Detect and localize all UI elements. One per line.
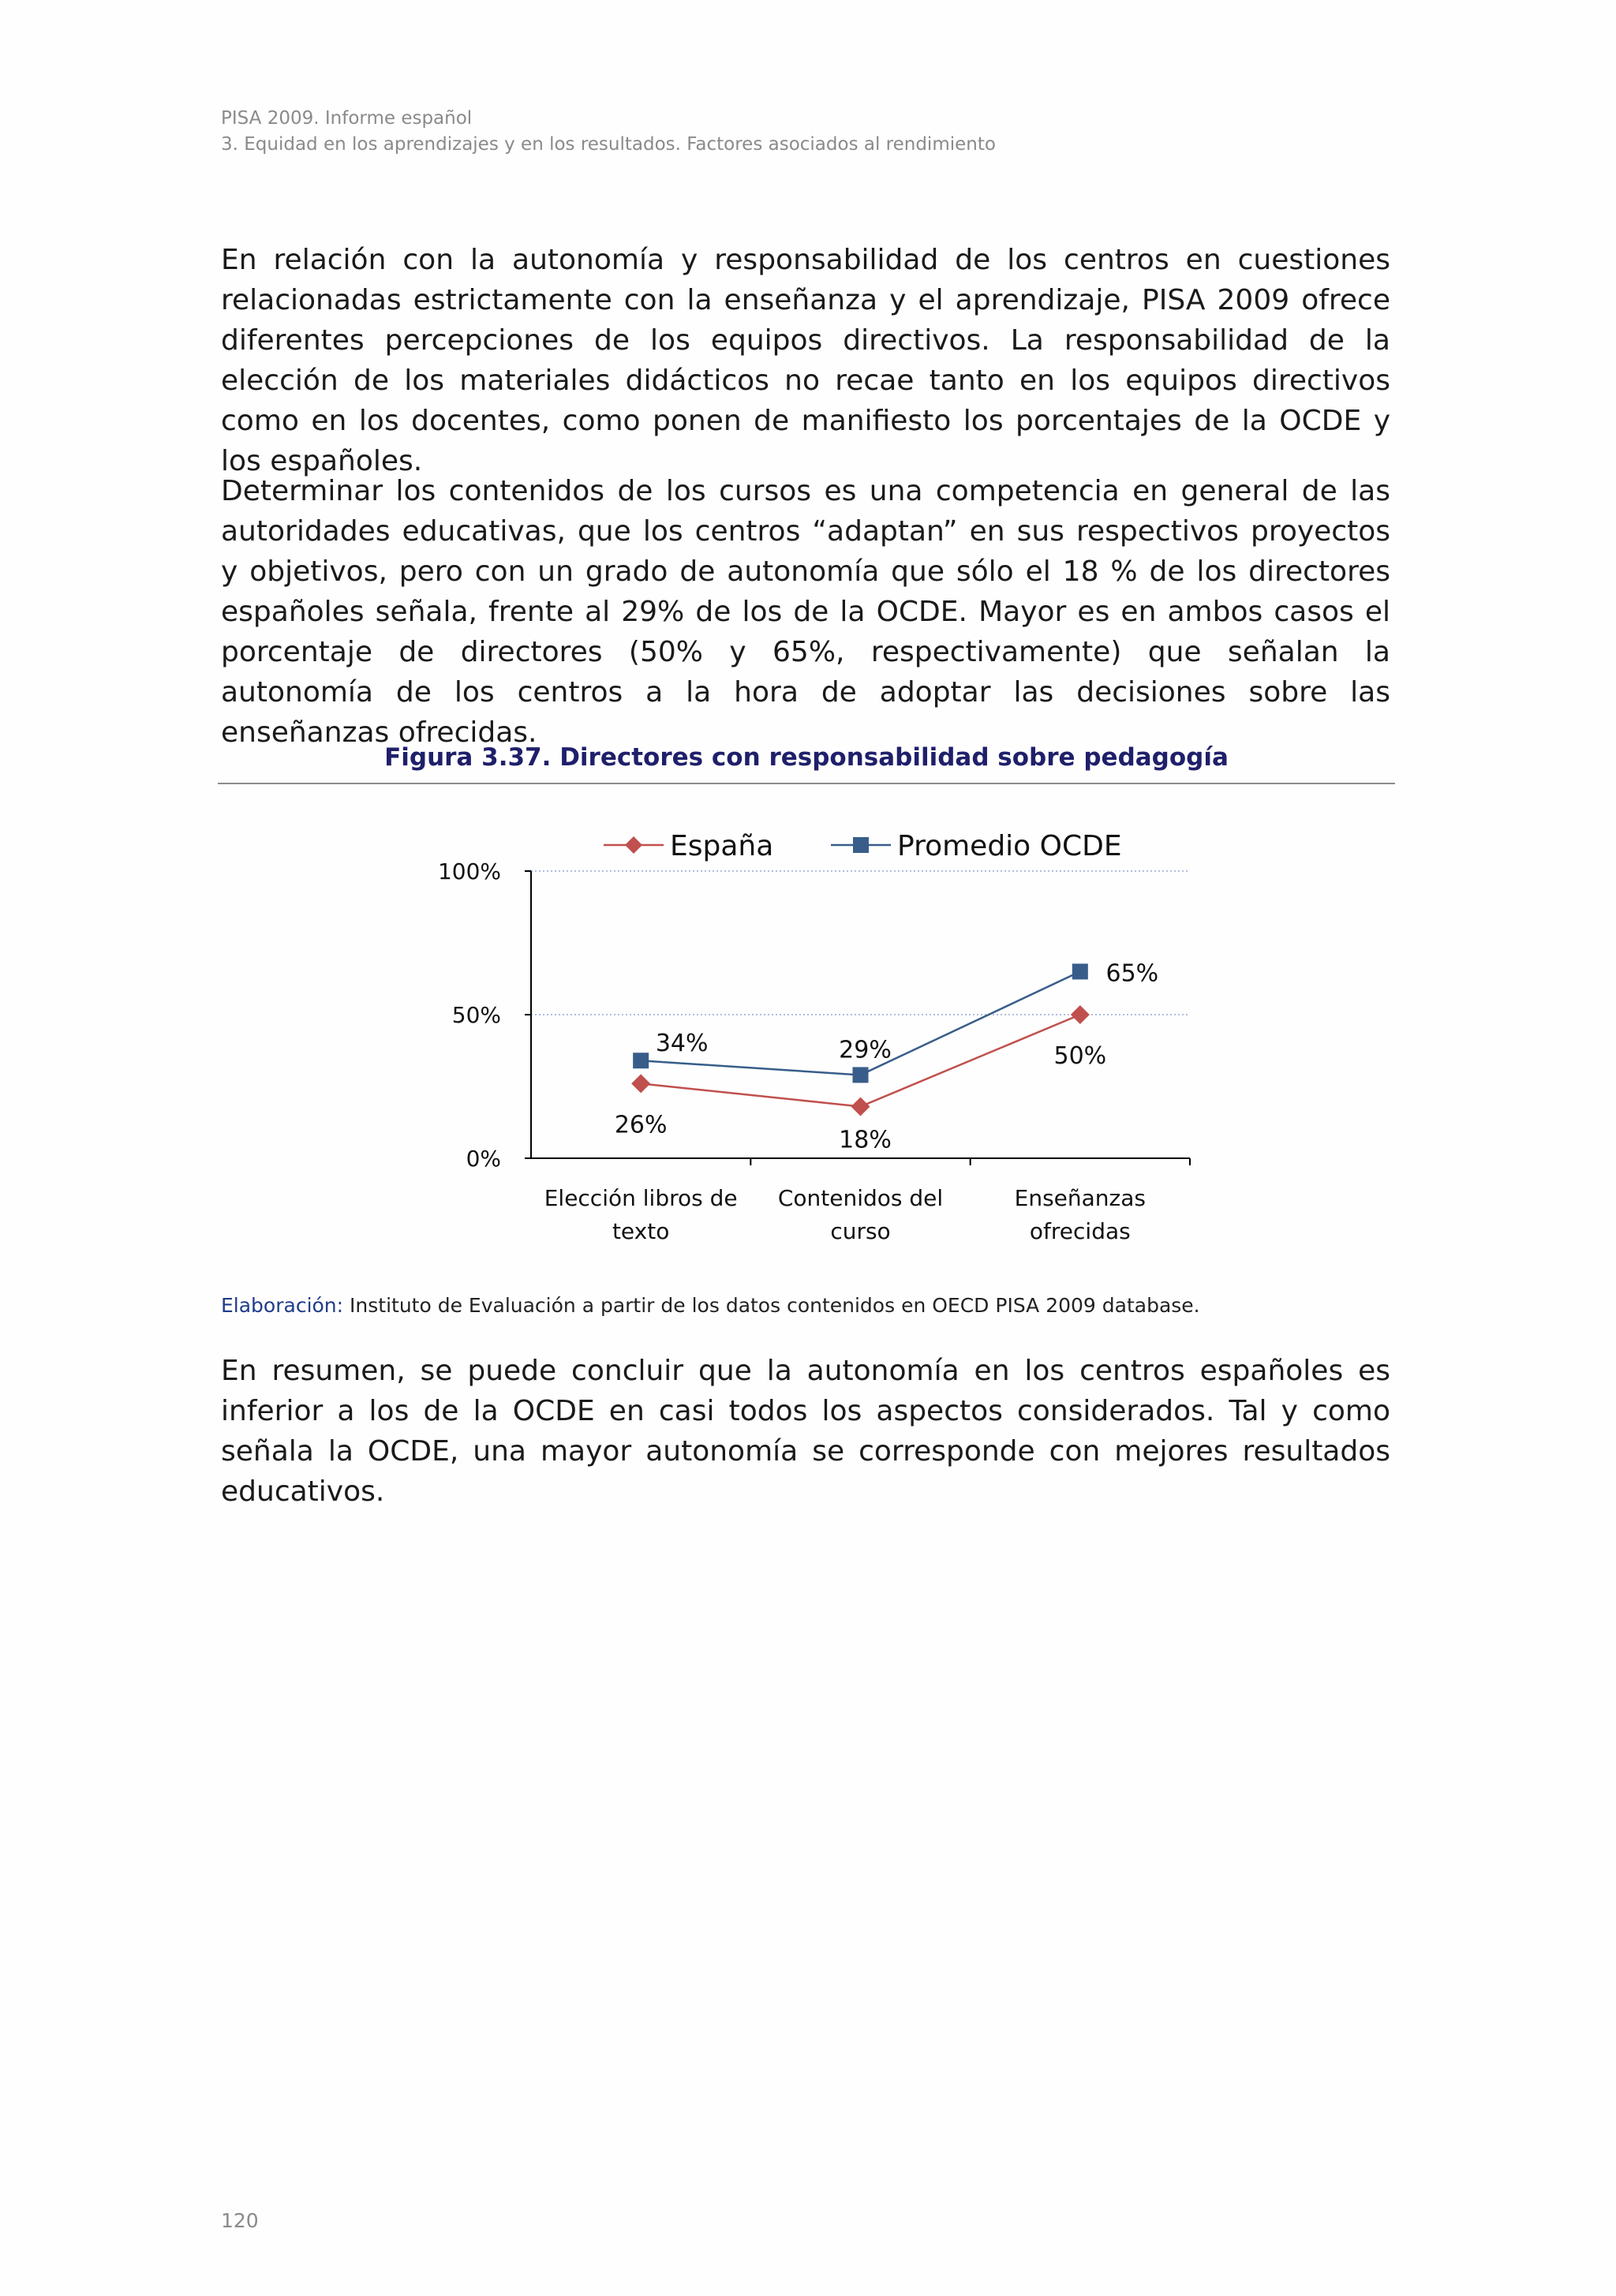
source-text: Instituto de Evaluación a partir de los datos contenidos en OECD PISA 2009 database.	[343, 1294, 1200, 1317]
data-point	[1072, 963, 1088, 979]
legend-label: España	[670, 830, 774, 862]
running-header	[221, 106, 996, 158]
legend-label: Promedio OCDE	[897, 830, 1122, 862]
x-tick-label: Contenidos del	[777, 1185, 944, 1211]
data-point	[851, 1097, 870, 1116]
x-tick-label: Enseñanzas	[1014, 1185, 1147, 1211]
x-tick-label: ofrecidas	[1029, 1218, 1131, 1244]
legend-marker	[625, 836, 642, 854]
data-point	[633, 1053, 649, 1068]
body-paragraph-3: En resumen, se puede concluir que la autonomía en los centros españoles es inferior a los de la OCDE en casi todos los aspectos considerados. Tal y como señala la OCDE, una mayor autonomía se corresponde con mejores resultados educativos.	[221, 1355, 1390, 1508]
data-label: 65%	[1105, 959, 1159, 988]
figure-divider	[218, 783, 1395, 784]
data-label: 26%	[614, 1111, 668, 1139]
y-tick-label: 100%	[437, 858, 501, 884]
data-label: 18%	[839, 1126, 892, 1154]
x-tick-label: curso	[830, 1218, 891, 1244]
data-point	[853, 1067, 869, 1083]
line-chart	[426, 821, 1215, 1262]
body-paragraph-1: En relación con la autonomía y responsabilidad de los centros en cuestiones relacionadas estrictamente con la enseñanza y el aprendizaje, PISA 2009 ofrece diferentes percepciones de los equipos directivos. La responsabilidad de la elección de los materiales didácticos no recae tanto en los equipos directivos como en los docentes, como ponen de manifiesto los porcentajes de la OCDE y los españoles.	[221, 244, 1390, 477]
data-label: 50%	[1053, 1042, 1107, 1070]
data-label: 29%	[839, 1036, 892, 1064]
body-paragraph-2: Determinar los contenidos de los cursos es una competencia en general de las autoridades educativas, que los centros “adaptan” en sus respectivos proyectos y objetivos, pero con un grado de autonomía que sólo el 18 % de los directores españoles señala, frente al 29% de los de la OCDE. Mayor es en ambos casos el porcentaje de directores (50% y 65%, respectivamente) que señalan la autonomía de los centros a la hora de adoptar las decisiones sobre las enseñanzas ofrecidas.	[221, 475, 1390, 749]
x-tick-label: Elección libros de	[544, 1185, 738, 1211]
data-point	[631, 1074, 650, 1093]
data-label: 34%	[655, 1030, 709, 1058]
source-label: Elaboración:	[221, 1294, 344, 1317]
legend-marker	[853, 837, 869, 853]
page-number: 120	[221, 2209, 259, 2232]
source-note	[221, 1294, 1200, 1317]
header-report-title: PISA 2009. Informe español	[221, 108, 473, 129]
figure-caption: Figura 3.37. Directores con responsabilidad sobre pedagogía	[384, 743, 1229, 772]
y-tick-label: 0%	[466, 1146, 501, 1172]
x-tick-label: texto	[612, 1218, 670, 1244]
header-chapter-title: 3. Equidad en los aprendizajes y en los resultados. Factores asociados al rendimiento	[221, 134, 996, 155]
data-point	[1071, 1005, 1090, 1024]
y-tick-label: 50%	[451, 1002, 501, 1028]
